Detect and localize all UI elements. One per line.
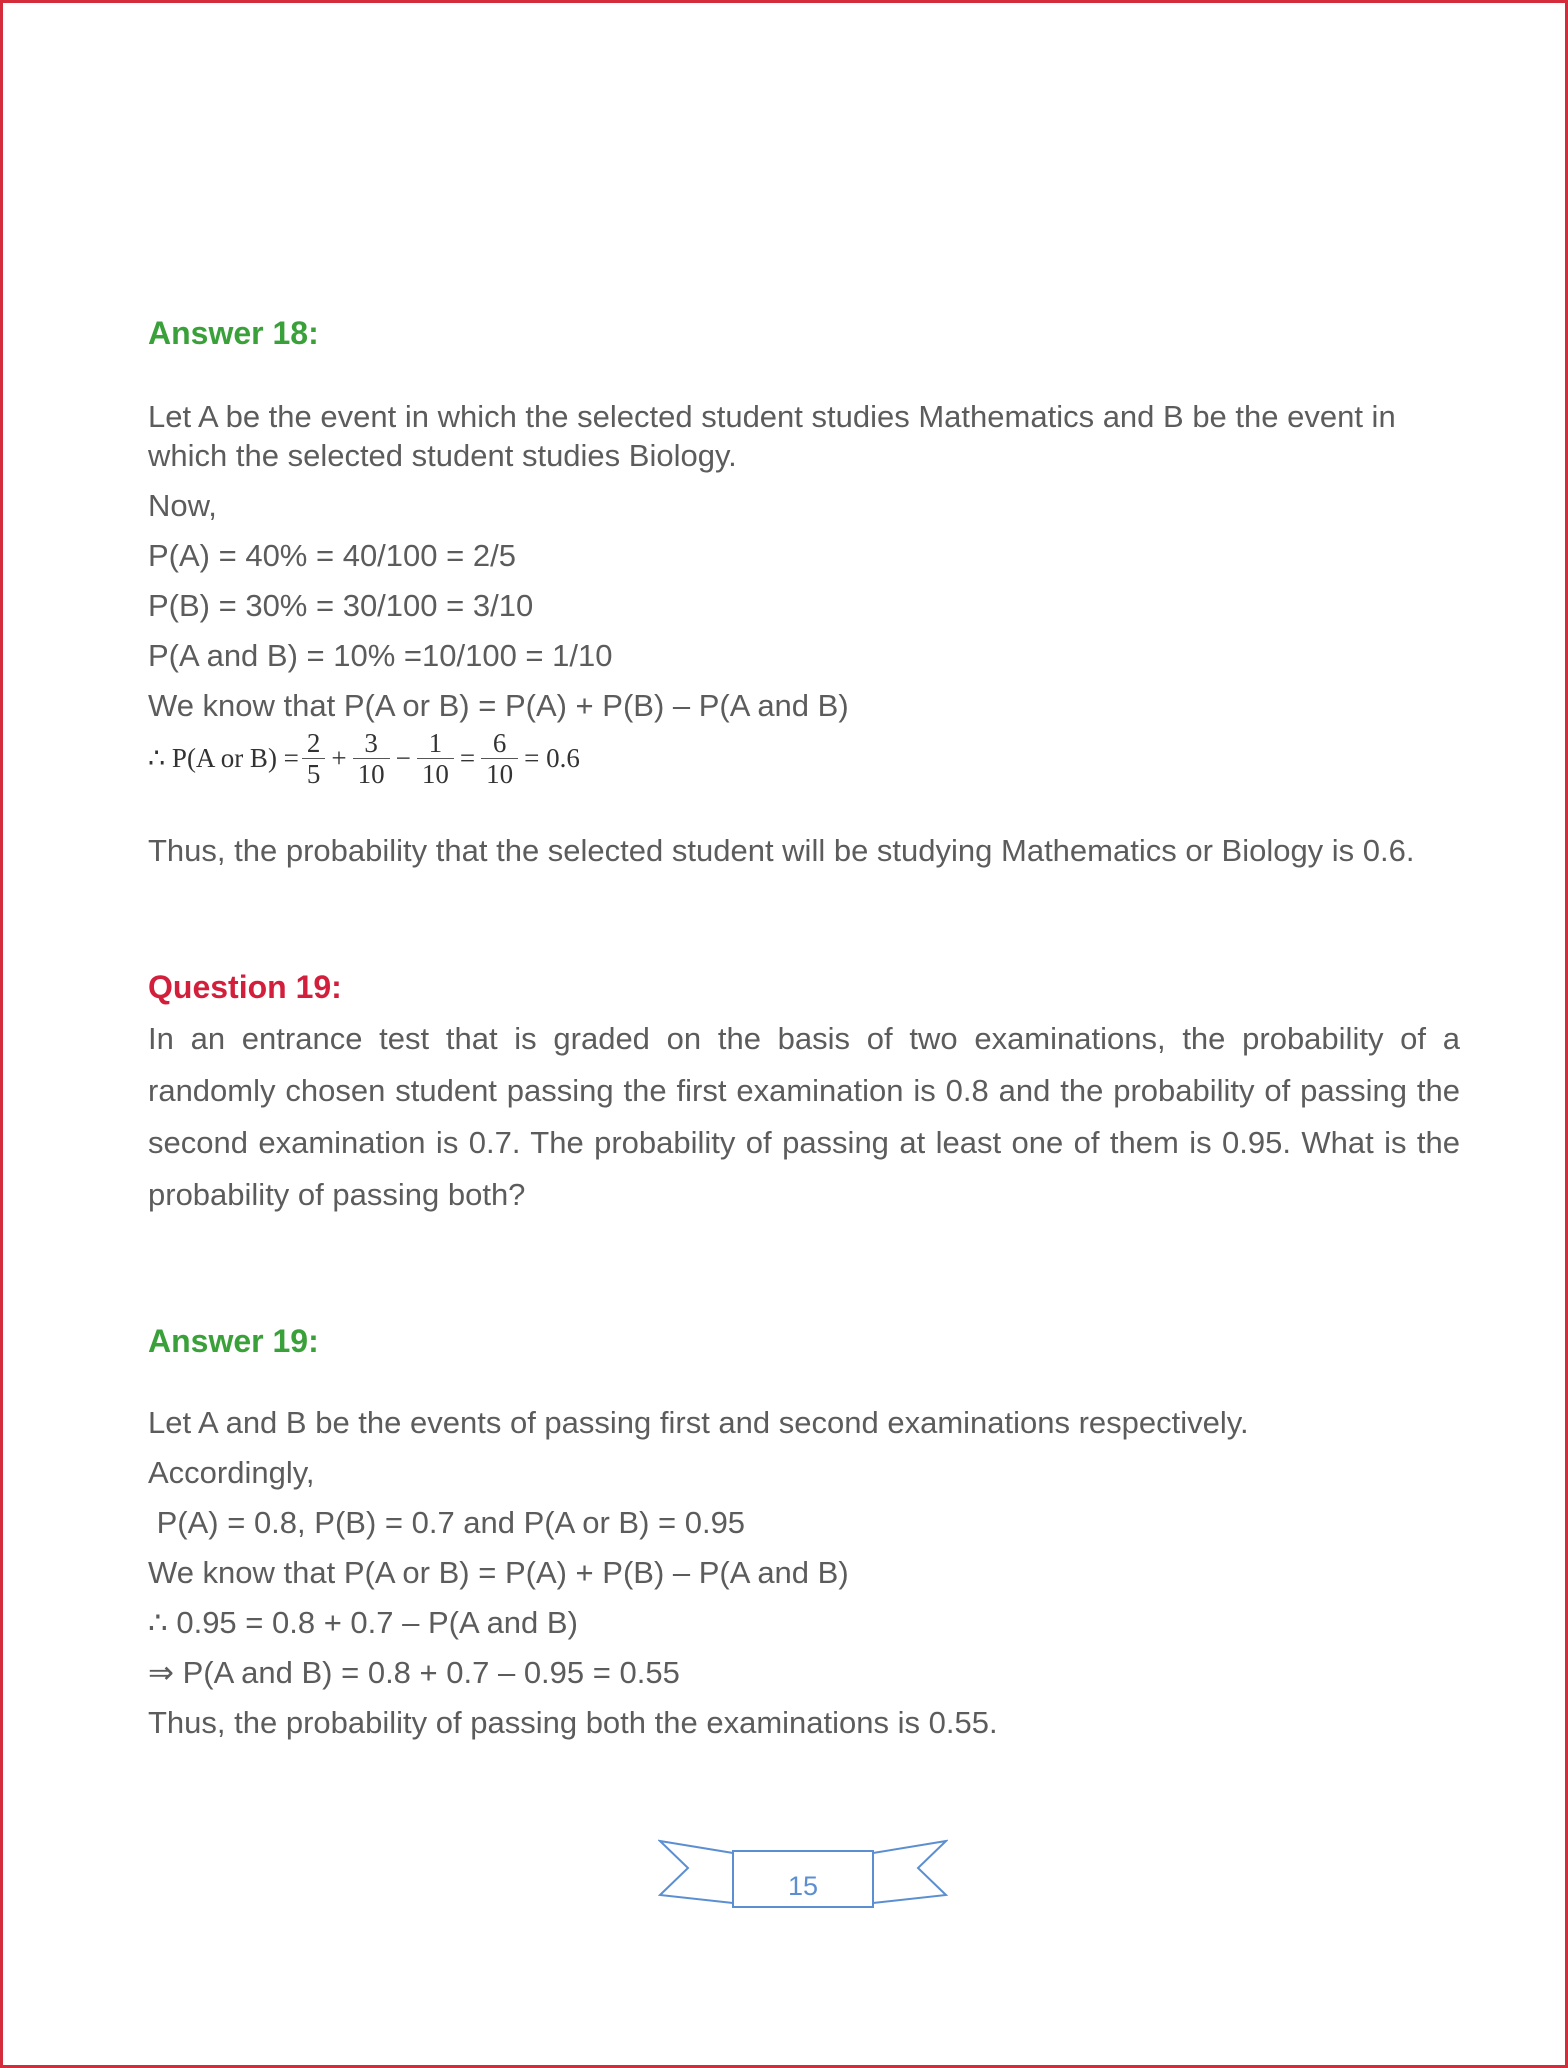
answer-19-line-accordingly: Accordingly, — [148, 1455, 315, 1490]
answer-19-line-given: P(A) = 0.8, P(B) = 0.7 and P(A or B) = 0.95 — [148, 1505, 746, 1540]
answer-18-line-pab: P(A and B) = 10% =10/100 = 1/10 — [148, 638, 613, 673]
answer-19-conclusion: Thus, the probability of passing both the examinations is 0.55. — [148, 1705, 998, 1740]
answer-18-intro: Let A be the event in which the selected student studies Mathematics and B be the event in which the selected student studies Biology. — [148, 399, 1396, 473]
answer-18-formula — [148, 728, 583, 789]
formula-minus: − — [395, 743, 411, 773]
formula-fraction-1 — [302, 728, 326, 789]
formula-fraction-3 — [417, 728, 454, 789]
fraction-numerator: 6 — [492, 728, 507, 758]
answer-19-heading: Answer 19: — [148, 1323, 319, 1359]
answer-19-line-substitute: ∴ 0.95 = 0.8 + 0.7 – P(A and B) — [148, 1605, 578, 1640]
answer-18-conclusion: Thus, the probability that the selected student will be studying Mathematics or Biology is 0.6. — [148, 833, 1415, 868]
page-number: 15 — [787, 1871, 819, 1901]
formula-fraction-2 — [353, 728, 390, 789]
formula-lhs: ∴ P(A or B) = — [148, 743, 299, 773]
ribbon-left-tail — [660, 1841, 733, 1903]
fraction-denominator: 5 — [302, 758, 326, 789]
formula-result: = 0.6 — [524, 743, 580, 773]
formula-plus: + — [331, 743, 347, 773]
answer-19-line-rule: We know that P(A or B) = P(A) + P(B) – P(A and B) — [148, 1555, 849, 1590]
answer-18-line-rule: We know that P(A or B) = P(A) + P(B) – P(A and B) — [148, 688, 849, 723]
formula-equals: = — [459, 743, 476, 773]
fraction-numerator: 3 — [364, 728, 378, 758]
fraction-denominator: 10 — [353, 758, 390, 789]
answer-18-heading: Answer 18: — [148, 315, 319, 351]
answer-19-line-solve: ⇒ P(A and B) = 0.8 + 0.7 – 0.95 = 0.55 — [148, 1655, 680, 1690]
fraction-denominator: 10 — [481, 758, 518, 789]
ribbon-right-tail — [873, 1841, 946, 1903]
answer-18-line-pa: P(A) = 40% = 40/100 = 2/5 — [148, 538, 516, 573]
fraction-numerator: 1 — [428, 728, 443, 758]
fraction-denominator: 10 — [417, 758, 454, 789]
question-19-heading: Question 19: — [148, 969, 342, 1005]
fraction-numerator: 2 — [306, 728, 321, 758]
question-19-text: In an entrance test that is graded on the basis of two examinations, the probability of a randomly chosen student passing the first examination is 0.8 and the probability of passing the second examination is 0.7. The probability of passing at least one of them is 0.95. What is the probability of passing both? — [148, 1021, 1460, 1212]
formula-fraction-4 — [481, 728, 518, 789]
answer-18-line-pb: P(B) = 30% = 30/100 = 3/10 — [148, 588, 534, 623]
answer-18-line-now: Now, — [148, 488, 217, 523]
answer-19-line-intro: Let A and B be the events of passing first and second examinations respectively. — [148, 1405, 1249, 1440]
